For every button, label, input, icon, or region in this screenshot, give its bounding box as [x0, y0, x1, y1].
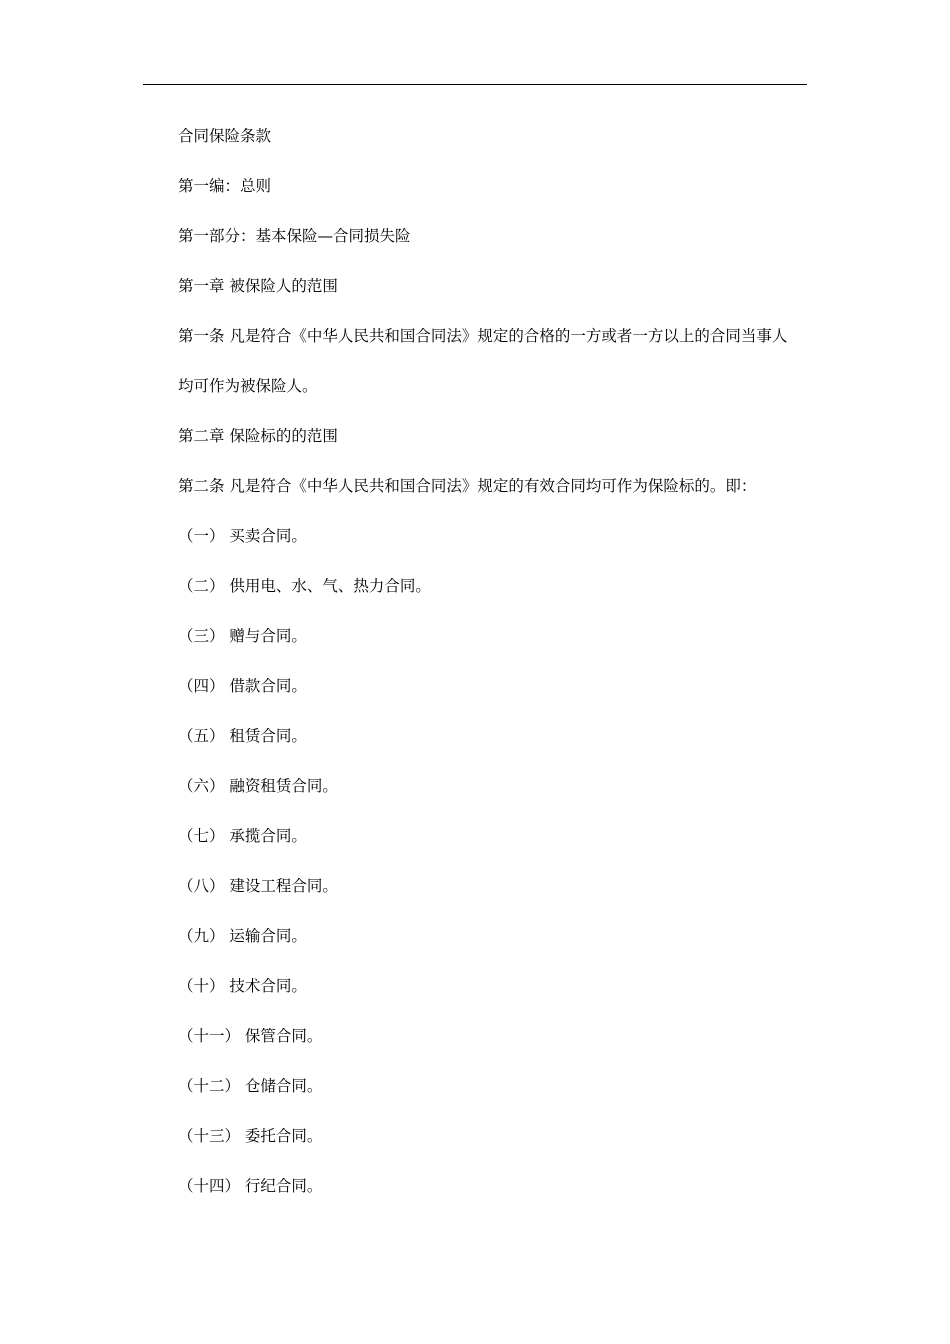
list-item: （十三） 委托合同。: [178, 1127, 323, 1145]
document-title: 合同保险条款: [178, 127, 272, 145]
list-item: （六） 融资租赁合同。: [178, 777, 338, 795]
list-item: （三） 赠与合同。: [178, 627, 307, 645]
list-item: （十） 技术合同。: [178, 977, 307, 995]
header-rule: [143, 84, 807, 85]
list-item: （十四） 行纪合同。: [178, 1177, 323, 1195]
list-item: （十一） 保管合同。: [178, 1027, 323, 1045]
article-paragraph: 第一条 凡是符合《中华人民共和国合同法》规定的合格的一方或者一方以上的合同当事人: [178, 327, 788, 345]
chapter-heading: 第一章 被保险人的范围: [178, 277, 338, 295]
list-item: （八） 建设工程合同。: [178, 877, 338, 895]
section-heading: 第一部分：基本保险—合同损失险: [178, 227, 411, 245]
list-item: （七） 承揽合同。: [178, 827, 307, 845]
list-item: （九） 运输合同。: [178, 927, 307, 945]
article-paragraph: 第二条 凡是符合《中华人民共和国合同法》规定的有效合同均可作为保险标的。即：: [178, 477, 757, 495]
list-item: （一） 买卖合同。: [178, 527, 307, 545]
article-paragraph-continued: 均可作为被保险人。: [178, 377, 318, 395]
chapter-heading: 第二章 保险标的的范围: [178, 427, 338, 445]
document-body: [143, 124, 807, 1224]
list-item: （十二） 仓储合同。: [178, 1077, 323, 1095]
part-heading: 第一编：总则: [178, 177, 272, 195]
list-item: （四） 借款合同。: [178, 677, 307, 695]
list-item: （五） 租赁合同。: [178, 727, 307, 745]
list-item: （二） 供用电、水、气、热力合同。: [178, 577, 431, 595]
